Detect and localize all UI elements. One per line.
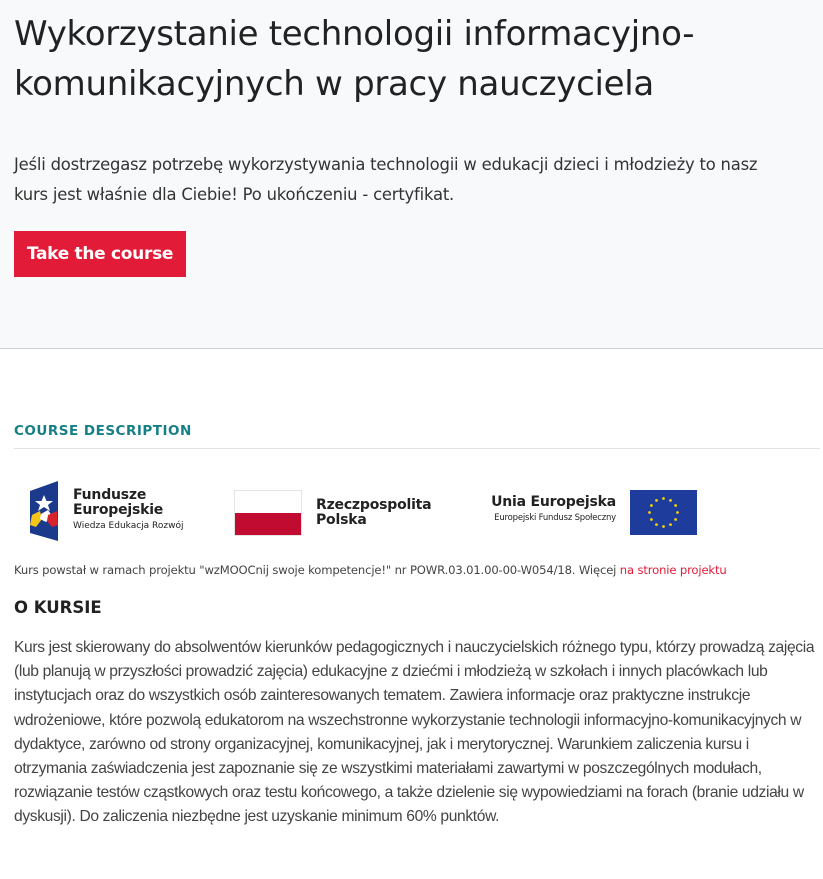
project-page-link[interactable]: na stronie projektu [619, 563, 727, 577]
fundusze-europejskie-logo-icon [28, 481, 60, 541]
section-divider [14, 448, 820, 449]
course-hero [0, 0, 823, 349]
section-heading: COURSE DESCRIPTION [14, 423, 192, 439]
about-course-text: Kurs jest skierowany do absolwentów kierunków pedagogicznych i nauczycielskich różnego typu, którzy prowadzą zajęcia (lub planują w przyszłości prowadzić zajęcia) edukacyjne z dziećmi i młodzieżą w szkołach i innych placówkach lub instytucjach oraz do wszystkich osób zainteresowanych tematem. Zawiera informacje oraz praktyczne instrukcje wdrożeniowe, które pozwolą edukatorom na wszechstronne wykorzystanie technologii informacyjno-komunikacyjnych w dydaktyce, zarówno od strony organizacyjnej, komunikacyjnej, jak i merytorycznej. Warunkiem zaliczenia kursu i otrzymania zaświadczenia jest zapoznanie się ze wszystkimi materiałami zawartymi w poszczególnych modułach, rozwiązanie testów cząstkowych oraz testu końcowego, a także dzielenie się wypowiedziami na forach (branie udziału w dyskusji). Do zaliczenia niezbędne jest uzyskanie minimum 60% punktów. [14, 639, 815, 826]
about-course-heading: O KURSIE [14, 598, 102, 617]
take-course-button[interactable]: Take the course [14, 231, 186, 277]
project-note: Kurs powstał w ramach projektu "wzMOOCnij swoje kompetencje!" nr POWR.03.01.00-00-W054/18. Więcej na stronie projektu [14, 563, 727, 577]
eu-flag-icon [630, 490, 697, 535]
fundusze-europejskie-text: Fundusze Europejskie Wiedza Edukacja Rozwój [73, 487, 184, 531]
polish-flag-icon [234, 490, 302, 536]
course-title: Wykorzystanie technologii informacyjno-komunikacyjnych w pracy nauczyciela [14, 14, 695, 104]
unia-europejska-text: Unia Europejska Europejski Fundusz Społeczny [491, 494, 616, 523]
funding-logos [0, 478, 823, 544]
course-tagline: Jeśli dostrzegasz potrzebę wykorzystywania technologii w edukacji dzieci i młodzieży to nasz kurs jest właśnie dla Ciebie! Po ukończeniu - certyfikat. [14, 155, 758, 204]
rzeczpospolita-polska-text: Rzeczpospolita Polska [316, 497, 432, 528]
